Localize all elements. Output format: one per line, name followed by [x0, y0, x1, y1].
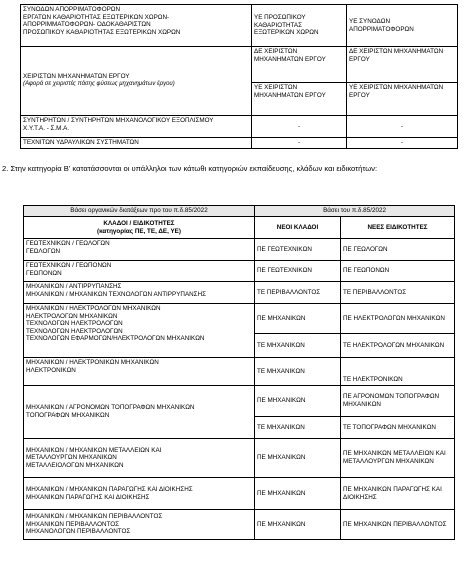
cell-line: ΜΗΧΑΝΙΚΩΝ / ΑΓΡΟΝΟΜΩΝ ΤΟΠΟΓΡΑΦΩΝ ΜΗΧΑΝΙΚΩΝ [26, 404, 195, 412]
cell-new-branch: ΥΕ ΠΡΟΣΩΠΙΚΟΥ ΚΑΘΑΡΙΟΤΗΤΑΣ ΕΞΩΤΕΡΙΚΩΝ ΧΩΡΩΝ [252, 5, 347, 47]
cell-new-specialty: ΠΕ ΜΗΧΑΝΙΚΩΝ ΠΕΡΙΒΑΛΛΟΝΤΟΣ [341, 510, 455, 540]
cell-specialty [24, 510, 255, 540]
machines-note: (Αφορά σε χειριστές πάσης φύσεως μηχανημάτων έργου) [23, 81, 175, 87]
cell-new-specialty: ΤΕ ΗΛΕΚΤΡΟΝΙΚΩΝ [341, 358, 455, 386]
cell-specialty: ΤΕΧΝΙΤΩΝ ΥΔΡΑΥΛΙΚΩΝ ΣΥΣΤΗΜΑΤΩΝ [21, 138, 252, 149]
cell-new-specialty: ΠΕ ΑΓΡΟΝΟΜΩΝ ΤΟΠΟΓΡΑΦΩΝ ΜΗΧΑΝΙΚΩΝ [341, 386, 455, 417]
table-row [24, 439, 455, 478]
cell-line: ΤΟΠΟΓΡΑΦΩΝ ΜΗΧΑΝΙΚΩΝ [26, 412, 110, 419]
cell-line: ΓΕΩΛΟΓΩΝ [26, 247, 61, 255]
cell-new-specialty: ΤΕ ΠΕΡΙΒΑΛΛΟΝΤΟΣ [341, 282, 455, 304]
cell-line: ΓΕΩΠΟΝΩΝ [26, 269, 62, 277]
cell-specialty [21, 5, 252, 47]
cell-line: ΜΗΧΑΝΙΚΩΝ / ΗΛΕΚΤΡΟΛΟΓΩΝ ΜΗΧΑΝΙΚΩΝ [26, 305, 161, 312]
cell-line: ΜΗΧΑΝΙΚΩΝ / ΑΝΤΙΡΡΥΠΑΝΣΗΣ [26, 283, 122, 290]
cell-line: ΠΡΟΣΩΠΙΚΟΥ ΚΑΘΑΡΙΟΤΗΤΑΣ ΕΞΩΤΕΡΙΚΩΝ ΧΩΡΩΝ [23, 28, 181, 36]
cell-new-specialty: ΥΕ ΧΕΙΡΙΣΤΩΝ ΜΗΧΑΝΗΜΑΤΩΝ ΕΡΓΟΥ [347, 83, 458, 116]
cell-new-branch: - [252, 116, 347, 138]
table-category-a-continued [20, 4, 458, 149]
cell-specialty [21, 47, 252, 116]
table-row [24, 510, 455, 540]
subheader-branches [24, 217, 255, 239]
subheader-new-specialties: ΝΕΕΣ ΕΙΔΙΚΟΤΗΤΕΣ [341, 217, 455, 239]
table-row [24, 239, 455, 261]
header-new-provisions: Βάσει του π.δ.85/2022 [255, 206, 455, 217]
cell-line: ΣΥΝΟΔΩΝ ΑΠΟΡΡΙΜΑΤΟΦΟΡΩΝ [23, 6, 121, 13]
cell-line: ΤΕΧΝΟΛΟΓΩΝ ΗΛΕΚΤΡΟΛΟΓΩΝ [26, 320, 123, 328]
machines-title: ΧΕΙΡΙΣΤΩΝ ΜΗΧΑΝΗΜΑΤΩΝ ΕΡΓΟΥ [23, 73, 130, 81]
cell-line: ΕΡΓΑΤΩΝ ΚΑΘΑΡΙΟΤΗΤΑΣ ΕΞΩΤΕΡΙΚΩΝ ΧΩΡΩΝ- [23, 13, 170, 21]
cell-line: ΜΕΤΑΛΛΟΥΡΓΩΝ ΜΗΧΑΝΙΚΩΝ [26, 454, 117, 462]
cell-new-specialty: ΤΕ ΗΛΕΚΤΡΟΛΟΓΩΝ ΜΗΧΑΝΙΚΩΝ [341, 334, 455, 358]
cell-new-specialty: - [347, 138, 458, 149]
cell-specialty [24, 358, 255, 386]
cell-new-branch: ΤΕ ΠΕΡΙΒΑΛΛΟΝΤΟΣ [255, 282, 341, 304]
cell-new-branch: ΠΕ ΜΗΧΑΝΙΚΩΝ [255, 386, 341, 417]
table-row [21, 138, 458, 149]
table-row [24, 386, 455, 417]
cell-line: ΜΗΧΑΝΙΚΩΝ / ΜΗΧΑΝΙΚΩΝ ΠΑΡΑΓΩΓΗΣ ΚΑΙ ΔΙΟΙΚΗΣΗΣ [26, 485, 193, 493]
header-old-provisions: Βάσει οργανικών διατάξεων προ του π.δ.85/2022 [24, 206, 255, 217]
cell-specialty [21, 116, 252, 138]
cell-new-branch: ΠΕ ΓΕΩΤΕΧΝΙΚΩΝ [255, 261, 341, 282]
cell-line: ΗΛΕΚΤΡΟΛΟΓΩΝ ΜΗΧΑΝΙΚΩΝ [26, 312, 118, 320]
section-paragraph: 2. Στην κατηγορία Β' κατατάσσονται οι υπάλληλοι των κάτωθι κατηγοριών εκπαίδευσης, κλάδων και ειδικοτήτων: [2, 164, 378, 173]
cell-specialty [24, 386, 255, 439]
cell-new-specialty: - [347, 116, 458, 138]
cell-new-specialty: ΤΕ ΤΟΠΟΓΡΑΦΩΝ ΜΗΧΑΝΙΚΩΝ [341, 417, 455, 439]
cell-new-specialty: ΠΕ ΜΗΧΑΝΙΚΩΝ ΜΕΤΑΛΛΕΙΩΝ ΚΑΙ ΜΕΤΑΛΛΟΥΡΓΩΝ ΜΗΧΑΝΙΚΩΝ [341, 439, 455, 478]
cell-line: ΜΗΧΑΝΙΚΩΝ ΠΕΡΙΒΑΛΛΟΝΤΟΣ [26, 520, 120, 528]
subheader-new-branches: ΝΕΟΙ ΚΛΑΔΟΙ [255, 217, 341, 239]
cell-specialty [24, 261, 255, 282]
cell-new-branch: ΠΕ ΜΗΧΑΝΙΚΩΝ [255, 510, 341, 540]
cell-line: ΜΕΤΑΛΛΕΙΟΛΟΓΩΝ ΜΗΧΑΝΙΚΩΝ [26, 461, 124, 469]
cell-new-branch: ΠΕ ΓΕΩΤΕΧΝΙΚΩΝ [255, 239, 341, 261]
cell-specialty [24, 282, 255, 304]
cell-new-specialty: ΠΕ ΜΗΧΑΝΙΚΩΝ ΠΑΡΑΓΩΓΗΣ ΚΑΙ ΔΙΟΙΚΗΣΗΣ [341, 478, 455, 510]
cell-new-specialty: ΠΕ ΗΛΕΚΤΡΟΛΟΓΩΝ ΜΗΧΑΝΙΚΩΝ [341, 304, 455, 334]
cell-new-branch: ΠΕ ΜΗΧΑΝΙΚΩΝ [255, 439, 341, 478]
table-row [21, 116, 458, 138]
cell-new-specialty: ΥΕ ΣΥΝΟΔΩΝ ΑΠΟΡΡΙΜΑΤΟΦΟΡΩΝ [347, 5, 458, 47]
cell-line: ΜΗΧΑΝΙΚΩΝ ΠΑΡΑΓΩΓΗΣ ΚΑΙ ΔΙΟΙΚΗΣΗΣ [26, 493, 150, 501]
table-row [24, 304, 455, 334]
cell-line: ΑΠΟΡΡΙΜΜΑΤΟΦΟΡΩΝ- ΟΔΟΚΑΘΑΡΙΣΤΩΝ [23, 21, 151, 29]
cell-line: ΜΗΧΑΝΙΚΩΝ / ΜΗΧΑΝΙΚΩΝ ΤΕΧΝΟΛΟΓΩΝ ΑΝΤΙΡΡΥΠΑΝΣΗΣ [26, 290, 207, 298]
cell-line: ΜΗΧΑΝΙΚΩΝ / ΜΗΧΑΝΙΚΩΝ ΜΕΤΑΛΛΕΙΩΝ ΚΑΙ [26, 446, 162, 454]
table-header-row [24, 206, 455, 217]
table-category-b [23, 205, 455, 540]
cell-new-branch: ΥΕ ΧΕΙΡΙΣΤΩΝ ΜΗΧΑΝΗΜΑΤΩΝ ΕΡΓΟΥ [252, 83, 347, 116]
cell-new-specialty: ΠΕ ΓΕΩΠΟΝΩΝ [341, 261, 455, 282]
cell-line: ΜΗΧΑΝΙΚΩΝ / ΗΛΕΚΤΡΟΝΙΚΩΝ ΜΗΧΑΝΙΚΩΝ [26, 359, 159, 366]
cell-line: ΤΕΧΝΟΛΟΓΩΝ ΕΦΑΡΜΟΓΩΝ/ΗΛΕΚΤΡΟΛΟΓΩΝ ΜΗΧΑΝΙΚΩΝ [26, 335, 205, 343]
cell-specialty [24, 239, 255, 261]
table-row [24, 282, 455, 304]
cell-line: ΜΗΧΑΝΟΛΟΓΩΝ ΠΕΡΙΒΑΛΛΟΝΤΟΣ [26, 528, 131, 536]
cell-line: ΓΕΩΤΕΧΝΙΚΩΝ / ΓΕΩΠΟΝΩΝ [26, 262, 112, 269]
cell-line: ΜΗΧΑΝΙΚΩΝ / ΜΗΧΑΝΙΚΩΝ ΠΕΡΙΒΑΛΛΟΝΤΟΣ [26, 513, 163, 521]
cell-specialty [24, 478, 255, 510]
table-subheader-row [24, 217, 455, 239]
cell-new-branch: ΤΕ ΜΗΧΑΝΙΚΩΝ [255, 358, 341, 386]
table-row [24, 478, 455, 510]
cell-new-specialty: ΠΕ ΓΕΩΛΟΓΩΝ [341, 239, 455, 261]
table-row [21, 47, 458, 83]
cell-new-branch: - [252, 138, 347, 149]
cell-line: ΤΕΧΝΟΛΟΓΩΝ ΗΛΕΚΤΡΟΛΟΓΩΝ [26, 327, 123, 335]
cell-line: ΣΥΝΤΗΡΗΤΩΝ / ΣΥΝΤΗΡΗΤΩΝ ΜΗΧΑΝΟΛΟΓΙΚΟΥ ΕΞΟΠΛΙΣΜΟΥ [23, 117, 214, 124]
table-row [24, 358, 455, 386]
cell-new-branch: ΤΕ ΜΗΧΑΝΙΚΩΝ [255, 417, 341, 439]
subheader-line: ΚΛΑΔΟΙ / ΕΙΔΙΚΟΤΗΤΕΣ [103, 219, 175, 227]
cell-specialty [24, 304, 255, 358]
table-row [21, 5, 458, 47]
cell-line: ΗΛΕΚΤΡΟΝΙΚΩΝ [26, 366, 76, 374]
cell-line: Χ.Υ.Τ.Α. - Σ.Μ.Α. [23, 124, 70, 132]
cell-new-branch: ΠΕ ΜΗΧΑΝΙΚΩΝ [255, 478, 341, 510]
cell-new-branch: ΤΕ ΜΗΧΑΝΙΚΩΝ [255, 334, 341, 358]
cell-line: ΓΕΩΤΕΧΝΙΚΩΝ / ΓΕΩΛΟΓΩΝ [26, 240, 110, 247]
subheader-line: (κατηγορίας ΠΕ, ΤΕ, ΔΕ, ΥΕ) [97, 227, 181, 235]
cell-new-branch: ΔΕ ΧΕΙΡΙΣΤΩΝ ΜΗΧΑΝΗΜΑΤΩΝ ΕΡΓΟΥ [252, 47, 347, 83]
table-row [24, 261, 455, 282]
cell-new-branch: ΠΕ ΜΗΧΑΝΙΚΩΝ [255, 304, 341, 334]
cell-specialty [24, 439, 255, 478]
cell-new-specialty: ΔΕ ΧΕΙΡΙΣΤΩΝ ΜΗΧΑΝΗΜΑΤΩΝ ΕΡΓΟΥ [347, 47, 458, 83]
